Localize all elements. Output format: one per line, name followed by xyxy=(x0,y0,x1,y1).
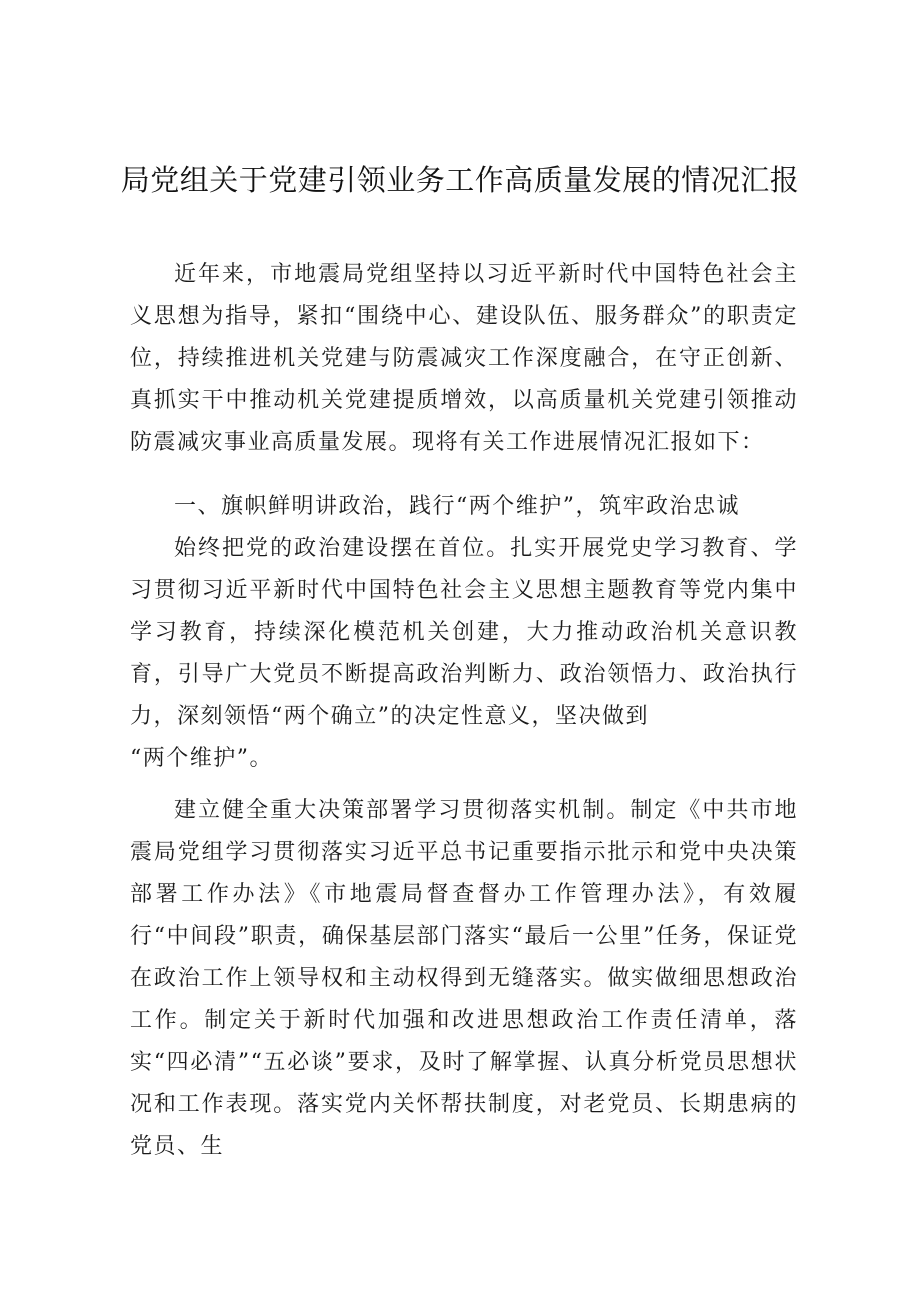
political-paragraph-block xyxy=(130,528,798,780)
document-title: 局党组关于党建引领业务工作高质量发展的情况汇报 xyxy=(120,163,800,197)
implementation-mechanism-paragraph: 建立健全重大决策部署学习贯彻落实机制。制定《中共市地震局党组学习贯彻落实习近平总书记重要指示批示和党中央决策部署工作办法》《市地震局督查督办工作管理办法》，有效履行“中间段”职责，确保基层部门落实“最后一公里”任务，保证党在政治工作上领导权和主动权得到无缝落实。做实做细思想政治工作。制定关于新时代加强和改进思想政治工作责任清单，落实“四必清”“五必谈”要求，及时了解掌握、认真分析党员思想状况和工作表现。落实党内关怀帮扶制度，对老党员、长期患病的党员、生 xyxy=(130,798,798,1159)
intro-paragraph: 近年来，市地震局党组坚持以习近平新时代中国特色社会主义思想为指导，紧扣“围绕中心、建设队伍、服务群众”的职责定位，持续推进机关党建与防震减灾工作深度融合，在守正创新、真抓实干中推动机关党建提质增效，以高质量机关党建引领推动防震减灾事业高质量发展。现将有关工作进展情况汇报如下： xyxy=(130,262,798,455)
political-construction-paragraph: 始终把党的政治建设摆在首位。扎实开展党史学习教育、学习贯彻习近平新时代中国特色社会主义思想主题教育等党内集中学习教育，持续深化模范机关创建，大力推动政治机关意识教育，引导广大党员不断提高政治判断力、政治领悟力、政治执行力，深刻领悟“两个确立”的决定性意义，坚决做到 xyxy=(130,536,798,729)
section-heading-1: 一、旗帜鲜明讲政治，践行“两个维护”，筑牢政治忠诚 xyxy=(174,494,740,519)
section-heading-block xyxy=(130,486,798,528)
mechanism-paragraph-block xyxy=(130,790,798,1168)
two-safeguards-line: “两个维护”。 xyxy=(130,746,273,771)
intro-paragraph-block xyxy=(130,254,798,464)
